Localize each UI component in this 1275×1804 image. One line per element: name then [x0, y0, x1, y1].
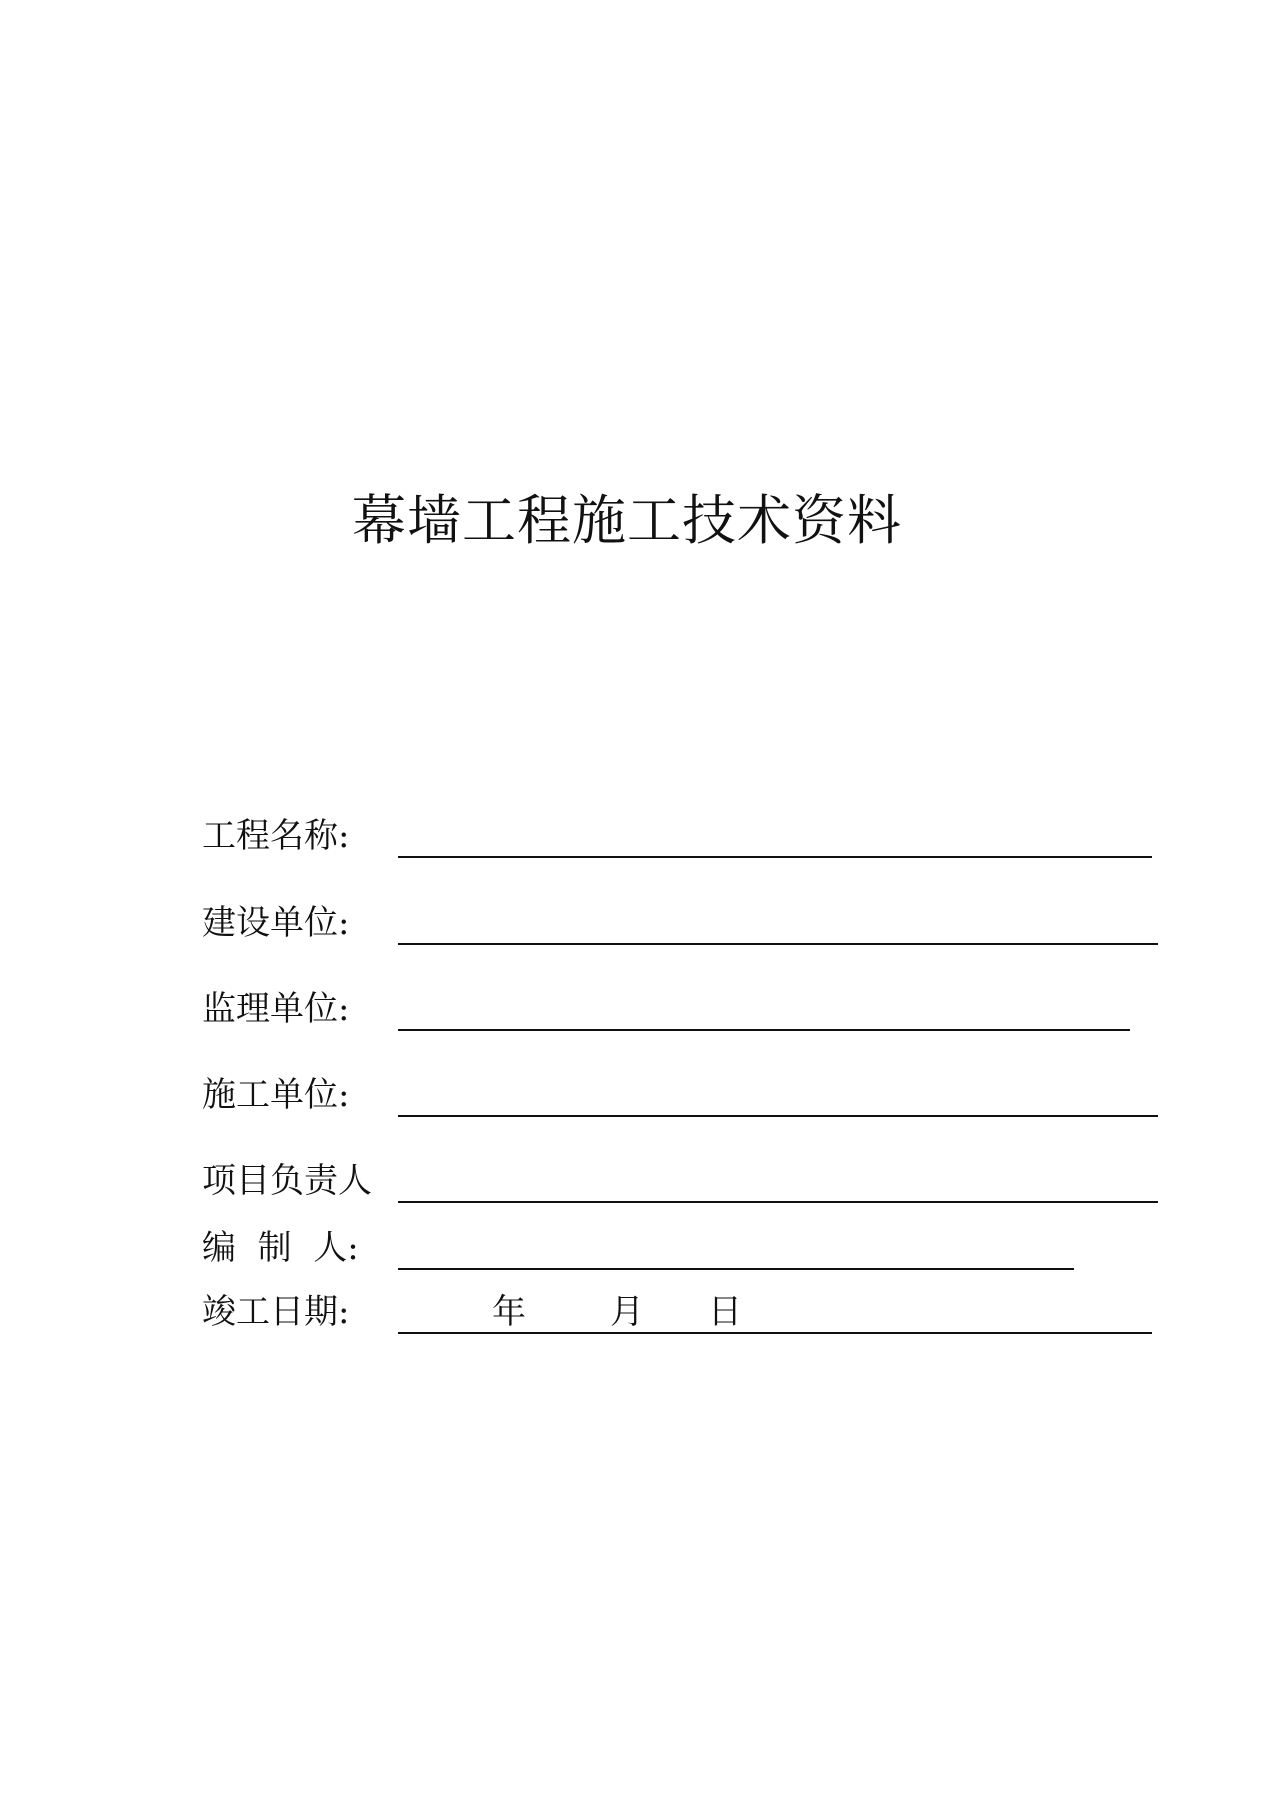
- completion-date-field: [202, 1282, 1162, 1334]
- builder-unit-input-line[interactable]: [398, 1115, 1158, 1117]
- project-name-input-line[interactable]: [398, 856, 1152, 858]
- supervision-unit-field: [202, 979, 1162, 1031]
- builder-unit-field: [202, 1065, 1162, 1117]
- document-title: 幕墙工程施工技术资料: [352, 489, 902, 552]
- construction-unit-field: [202, 893, 1162, 945]
- compiler-field: [202, 1218, 1162, 1270]
- completion-date-input-line[interactable]: [398, 1332, 1152, 1334]
- project-manager-field: [202, 1151, 1162, 1203]
- supervision-unit-label: 监理单位:: [202, 989, 350, 1029]
- compiler-label: 编 制 人:: [202, 1228, 359, 1268]
- project-name-field: [202, 806, 1162, 858]
- supervision-unit-input-line[interactable]: [398, 1029, 1130, 1031]
- project-manager-input-line[interactable]: [398, 1201, 1158, 1203]
- completion-month-label: 月: [610, 1292, 644, 1332]
- compiler-input-line[interactable]: [398, 1268, 1074, 1270]
- completion-date-label: 竣工日期:: [202, 1292, 350, 1332]
- builder-unit-label: 施工单位:: [202, 1075, 350, 1115]
- project-name-label: 工程名称:: [202, 816, 350, 856]
- completion-day-label: 日: [708, 1292, 742, 1332]
- construction-unit-label: 建设单位:: [202, 903, 350, 943]
- completion-year-label: 年: [492, 1292, 526, 1332]
- construction-unit-input-line[interactable]: [398, 943, 1158, 945]
- project-manager-label: 项目负责人: [202, 1161, 372, 1201]
